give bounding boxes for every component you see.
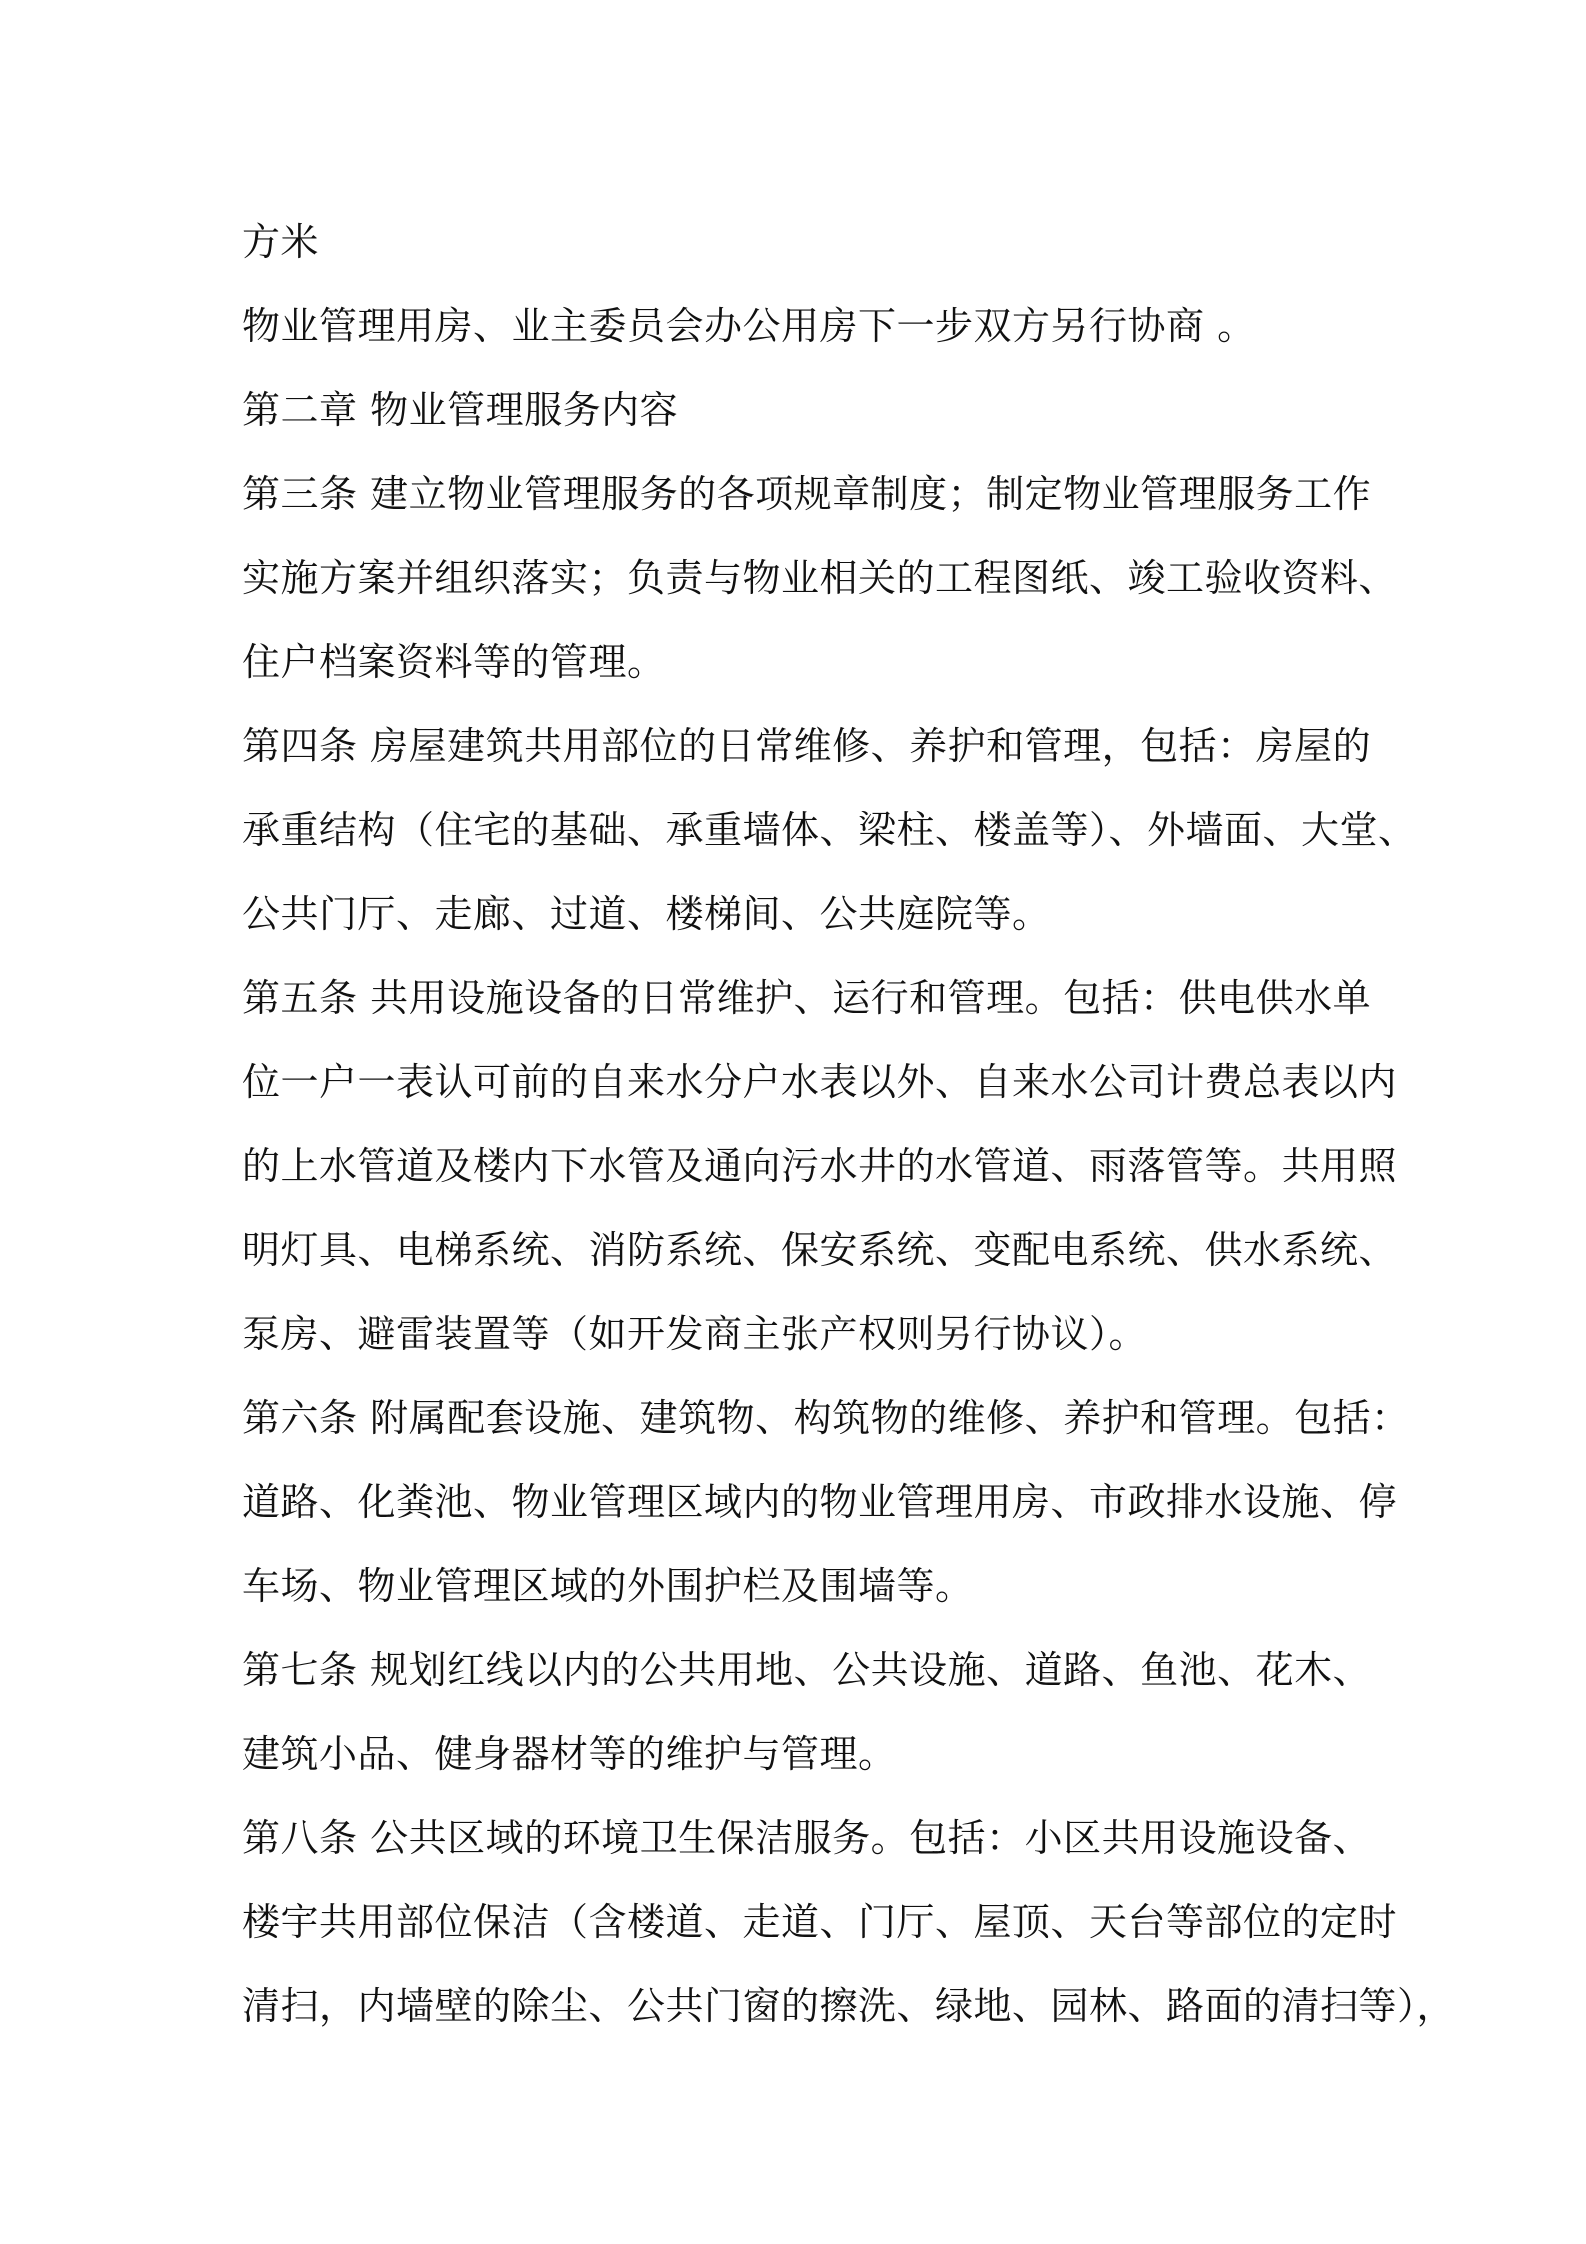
text-line: 方米 bbox=[242, 220, 320, 264]
text-line: 第四条 房屋建筑共用部位的日常维修、养护和管理，包括：房屋的 bbox=[242, 724, 1372, 768]
text-line: 住户档案资料等的管理。 bbox=[242, 640, 666, 684]
text-line: 第六条 附属配套设施、建筑物、构筑物的维修、养护和管理。包括： bbox=[242, 1396, 1410, 1440]
text-line: 楼宇共用部位保洁（含楼道、走道、门厅、屋顶、天台等部位的定时 bbox=[242, 1900, 1398, 1944]
text-line: 实施方案并组织落实；负责与物业相关的工程图纸、竣工验收资料、 bbox=[242, 556, 1398, 600]
text-line: 泵房、避雷装置等（如开发商主张产权则另行协议）。 bbox=[242, 1312, 1148, 1356]
text-line: 公共门厅、走廊、过道、楼梯间、公共庭院等。 bbox=[242, 892, 1051, 936]
text-line: 车场、物业管理区域的外围护栏及围墙等。 bbox=[242, 1564, 974, 1608]
document-body bbox=[242, 200, 1456, 2048]
text-line: 建筑小品、健身器材等的维护与管理。 bbox=[242, 1732, 897, 1776]
text-line: 道路、化粪池、物业管理区域内的物业管理用房、市政排水设施、停 bbox=[242, 1480, 1398, 1524]
chapter-heading: 第二章 物业管理服务内容 bbox=[242, 388, 679, 432]
text-line: 承重结构（住宅的基础、承重墙体、梁柱、楼盖等）、外墙面、大堂、 bbox=[242, 808, 1417, 852]
text-line: 清扫，内墙壁的除尘、公共门窗的擦洗、绿地、园林、路面的清扫等）， bbox=[242, 1984, 1456, 2028]
text-line: 明灯具、电梯系统、消防系统、保安系统、变配电系统、供水系统、 bbox=[242, 1228, 1398, 1272]
text-line: 的上水管道及楼内下水管及通向污水井的水管道、雨落管等。共用照 bbox=[242, 1144, 1398, 1188]
text-line: 第八条 公共区域的环境卫生保洁服务。包括：小区共用设施设备、 bbox=[242, 1816, 1372, 1860]
text-line: 位一户一表认可前的自来水分户水表以外、自来水公司计费总表以内 bbox=[242, 1060, 1398, 1104]
text-line: 第七条 规划红线以内的公共用地、公共设施、道路、鱼池、花木、 bbox=[242, 1648, 1372, 1692]
text-line: 第三条 建立物业管理服务的各项规章制度；制定物业管理服务工作 bbox=[242, 472, 1372, 516]
text-line: 物业管理用房、业主委员会办公用房下一步双方另行协商 。 bbox=[242, 304, 1256, 348]
text-line: 第五条 共用设施设备的日常维护、运行和管理。包括：供电供水单 bbox=[242, 976, 1372, 1020]
